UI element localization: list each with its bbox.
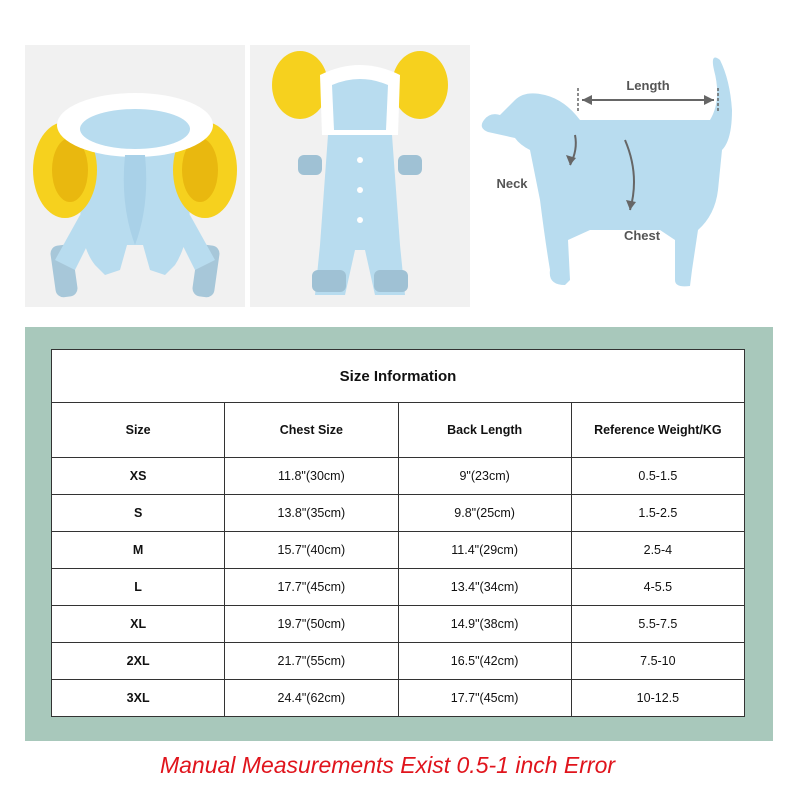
chest-cell: 17.7"(45cm) <box>225 569 398 606</box>
weight-cell: 5.5-7.5 <box>571 606 744 643</box>
length-cell: 14.9"(38cm) <box>398 606 571 643</box>
header-back-length: Back Length <box>398 403 571 458</box>
weight-cell: 2.5-4 <box>571 532 744 569</box>
dog-measurement-diagram <box>470 40 780 320</box>
length-cell: 11.4"(29cm) <box>398 532 571 569</box>
size-cell: L <box>52 569 225 606</box>
size-chart-panel <box>25 327 773 741</box>
chest-cell: 21.7"(55cm) <box>225 643 398 680</box>
product-photo-front <box>250 45 470 307</box>
header-chest-size: Chest Size <box>225 403 398 458</box>
chest-label: Chest <box>623 228 661 243</box>
chest-cell: 24.4"(62cm) <box>225 680 398 717</box>
header-reference-weight: Reference Weight/KG <box>571 403 744 458</box>
chest-cell: 15.7"(40cm) <box>225 532 398 569</box>
weight-cell: 10-12.5 <box>571 680 744 717</box>
length-cell: 17.7"(45cm) <box>398 680 571 717</box>
length-label: Length <box>626 78 670 93</box>
size-cell: XS <box>52 458 225 495</box>
measurement-error-note: Manual Measurements Exist 0.5-1 inch Error <box>159 752 616 778</box>
length-cell: 9"(23cm) <box>398 458 571 495</box>
table-row <box>52 458 745 495</box>
table-row <box>52 495 745 532</box>
size-table <box>51 349 745 717</box>
table-row <box>52 532 745 569</box>
table-row <box>52 606 745 643</box>
product-photo-back <box>25 45 245 307</box>
length-cell: 13.4"(34cm) <box>398 569 571 606</box>
chest-cell: 19.7"(50cm) <box>225 606 398 643</box>
size-cell: S <box>52 495 225 532</box>
size-cell: M <box>52 532 225 569</box>
size-cell: 2XL <box>52 643 225 680</box>
size-cell: XL <box>52 606 225 643</box>
weight-cell: 4-5.5 <box>571 569 744 606</box>
table-row <box>52 680 745 717</box>
size-cell: 3XL <box>52 680 225 717</box>
table-row <box>52 569 745 606</box>
weight-cell: 0.5-1.5 <box>571 458 744 495</box>
neck-label: Neck <box>496 176 528 191</box>
chest-cell: 11.8"(30cm) <box>225 458 398 495</box>
dog-silhouette <box>482 58 732 287</box>
table-row <box>52 643 745 680</box>
length-cell: 16.5"(42cm) <box>398 643 571 680</box>
weight-cell: 1.5-2.5 <box>571 495 744 532</box>
chest-cell: 13.8"(35cm) <box>225 495 398 532</box>
header-size: Size <box>52 403 225 458</box>
weight-cell: 7.5-10 <box>571 643 744 680</box>
length-cell: 9.8"(25cm) <box>398 495 571 532</box>
table-title: Size Information <box>52 350 745 403</box>
